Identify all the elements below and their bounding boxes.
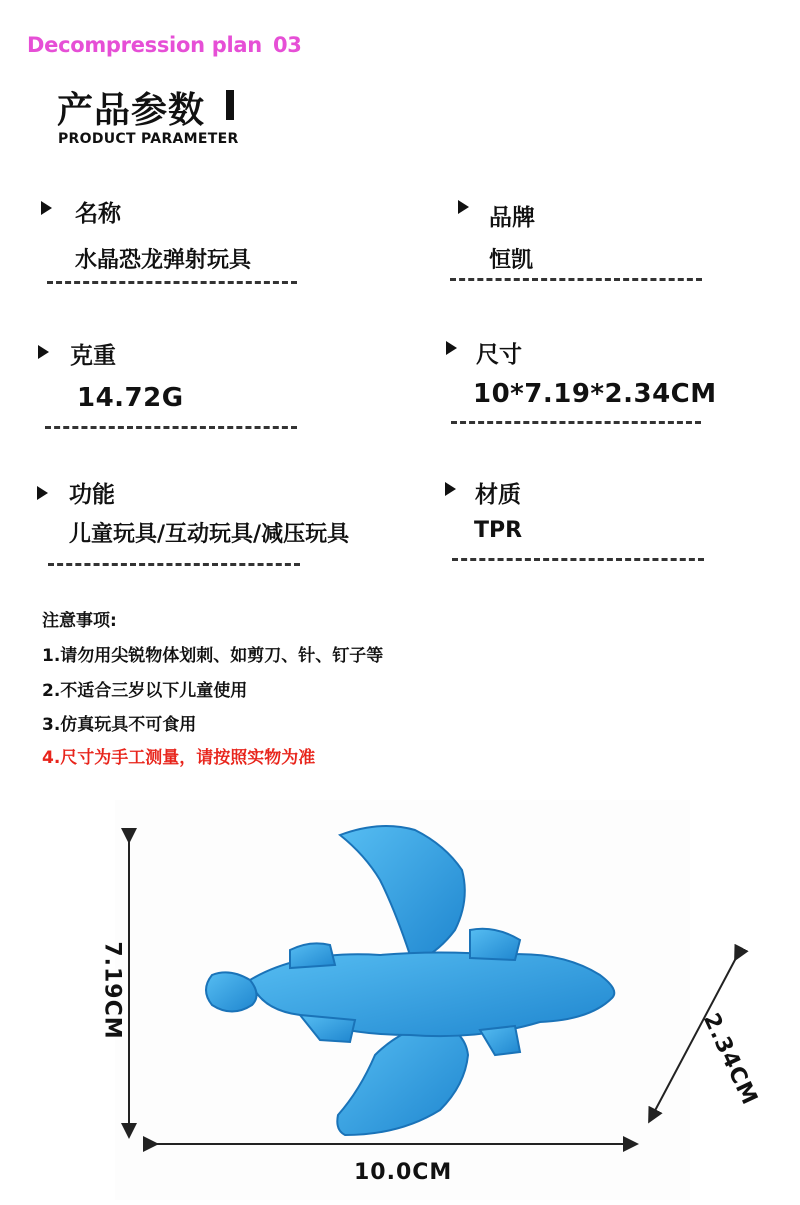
divider <box>451 421 701 424</box>
title-bar <box>226 90 234 120</box>
dimension-height-label: 7.19CM <box>99 941 125 1040</box>
triangle-bullet-icon <box>445 482 456 496</box>
triangle-bullet-icon <box>458 200 469 214</box>
divider <box>48 563 300 566</box>
divider <box>450 278 702 281</box>
param-label-brand: 品牌 <box>489 205 535 231</box>
divider <box>45 426 297 429</box>
page-number: 03 <box>273 33 302 57</box>
page-subtitle: PRODUCT PARAMETER <box>58 131 239 147</box>
note-item-warning: 4.尺寸为手工测量，请按照实物为准 <box>42 748 316 768</box>
triangle-bullet-icon <box>41 201 52 215</box>
decompression-plan-tag: Decompression plan <box>27 33 262 57</box>
param-value-material: TPR <box>474 518 523 543</box>
param-value-function: 儿童玩具/互动玩具/减压玩具 <box>69 522 350 547</box>
note-item: 1.请勿用尖锐物体划刺、如剪刀、针、钉子等 <box>42 646 384 666</box>
param-value-weight: 14.72G <box>77 383 184 413</box>
dimension-thickness-label: 2.34CM <box>697 1009 763 1110</box>
param-value-name: 水晶恐龙弹射玩具 <box>75 248 252 273</box>
triangle-bullet-icon <box>38 345 49 359</box>
note-item: 3.仿真玩具不可食用 <box>42 715 197 735</box>
notes-heading: 注意事项: <box>42 611 117 631</box>
param-value-size: 10*7.19*2.34CM <box>473 379 717 409</box>
param-value-brand: 恒凯 <box>489 248 534 273</box>
divider <box>47 281 297 284</box>
param-label-function: 功能 <box>69 482 115 508</box>
triangle-bullet-icon <box>37 486 48 500</box>
divider <box>452 558 704 561</box>
param-label-size: 尺寸 <box>476 342 522 368</box>
note-item: 2.不适合三岁以下儿童使用 <box>42 681 248 701</box>
param-label-material: 材质 <box>475 482 521 508</box>
dimension-length-label: 10.0CM <box>354 1160 453 1185</box>
dinosaur-toy-image <box>206 826 614 1135</box>
param-label-name: 名称 <box>75 201 121 227</box>
triangle-bullet-icon <box>446 341 457 355</box>
param-label-weight: 克重 <box>70 343 116 369</box>
page-title: 产品参数 <box>57 90 206 131</box>
